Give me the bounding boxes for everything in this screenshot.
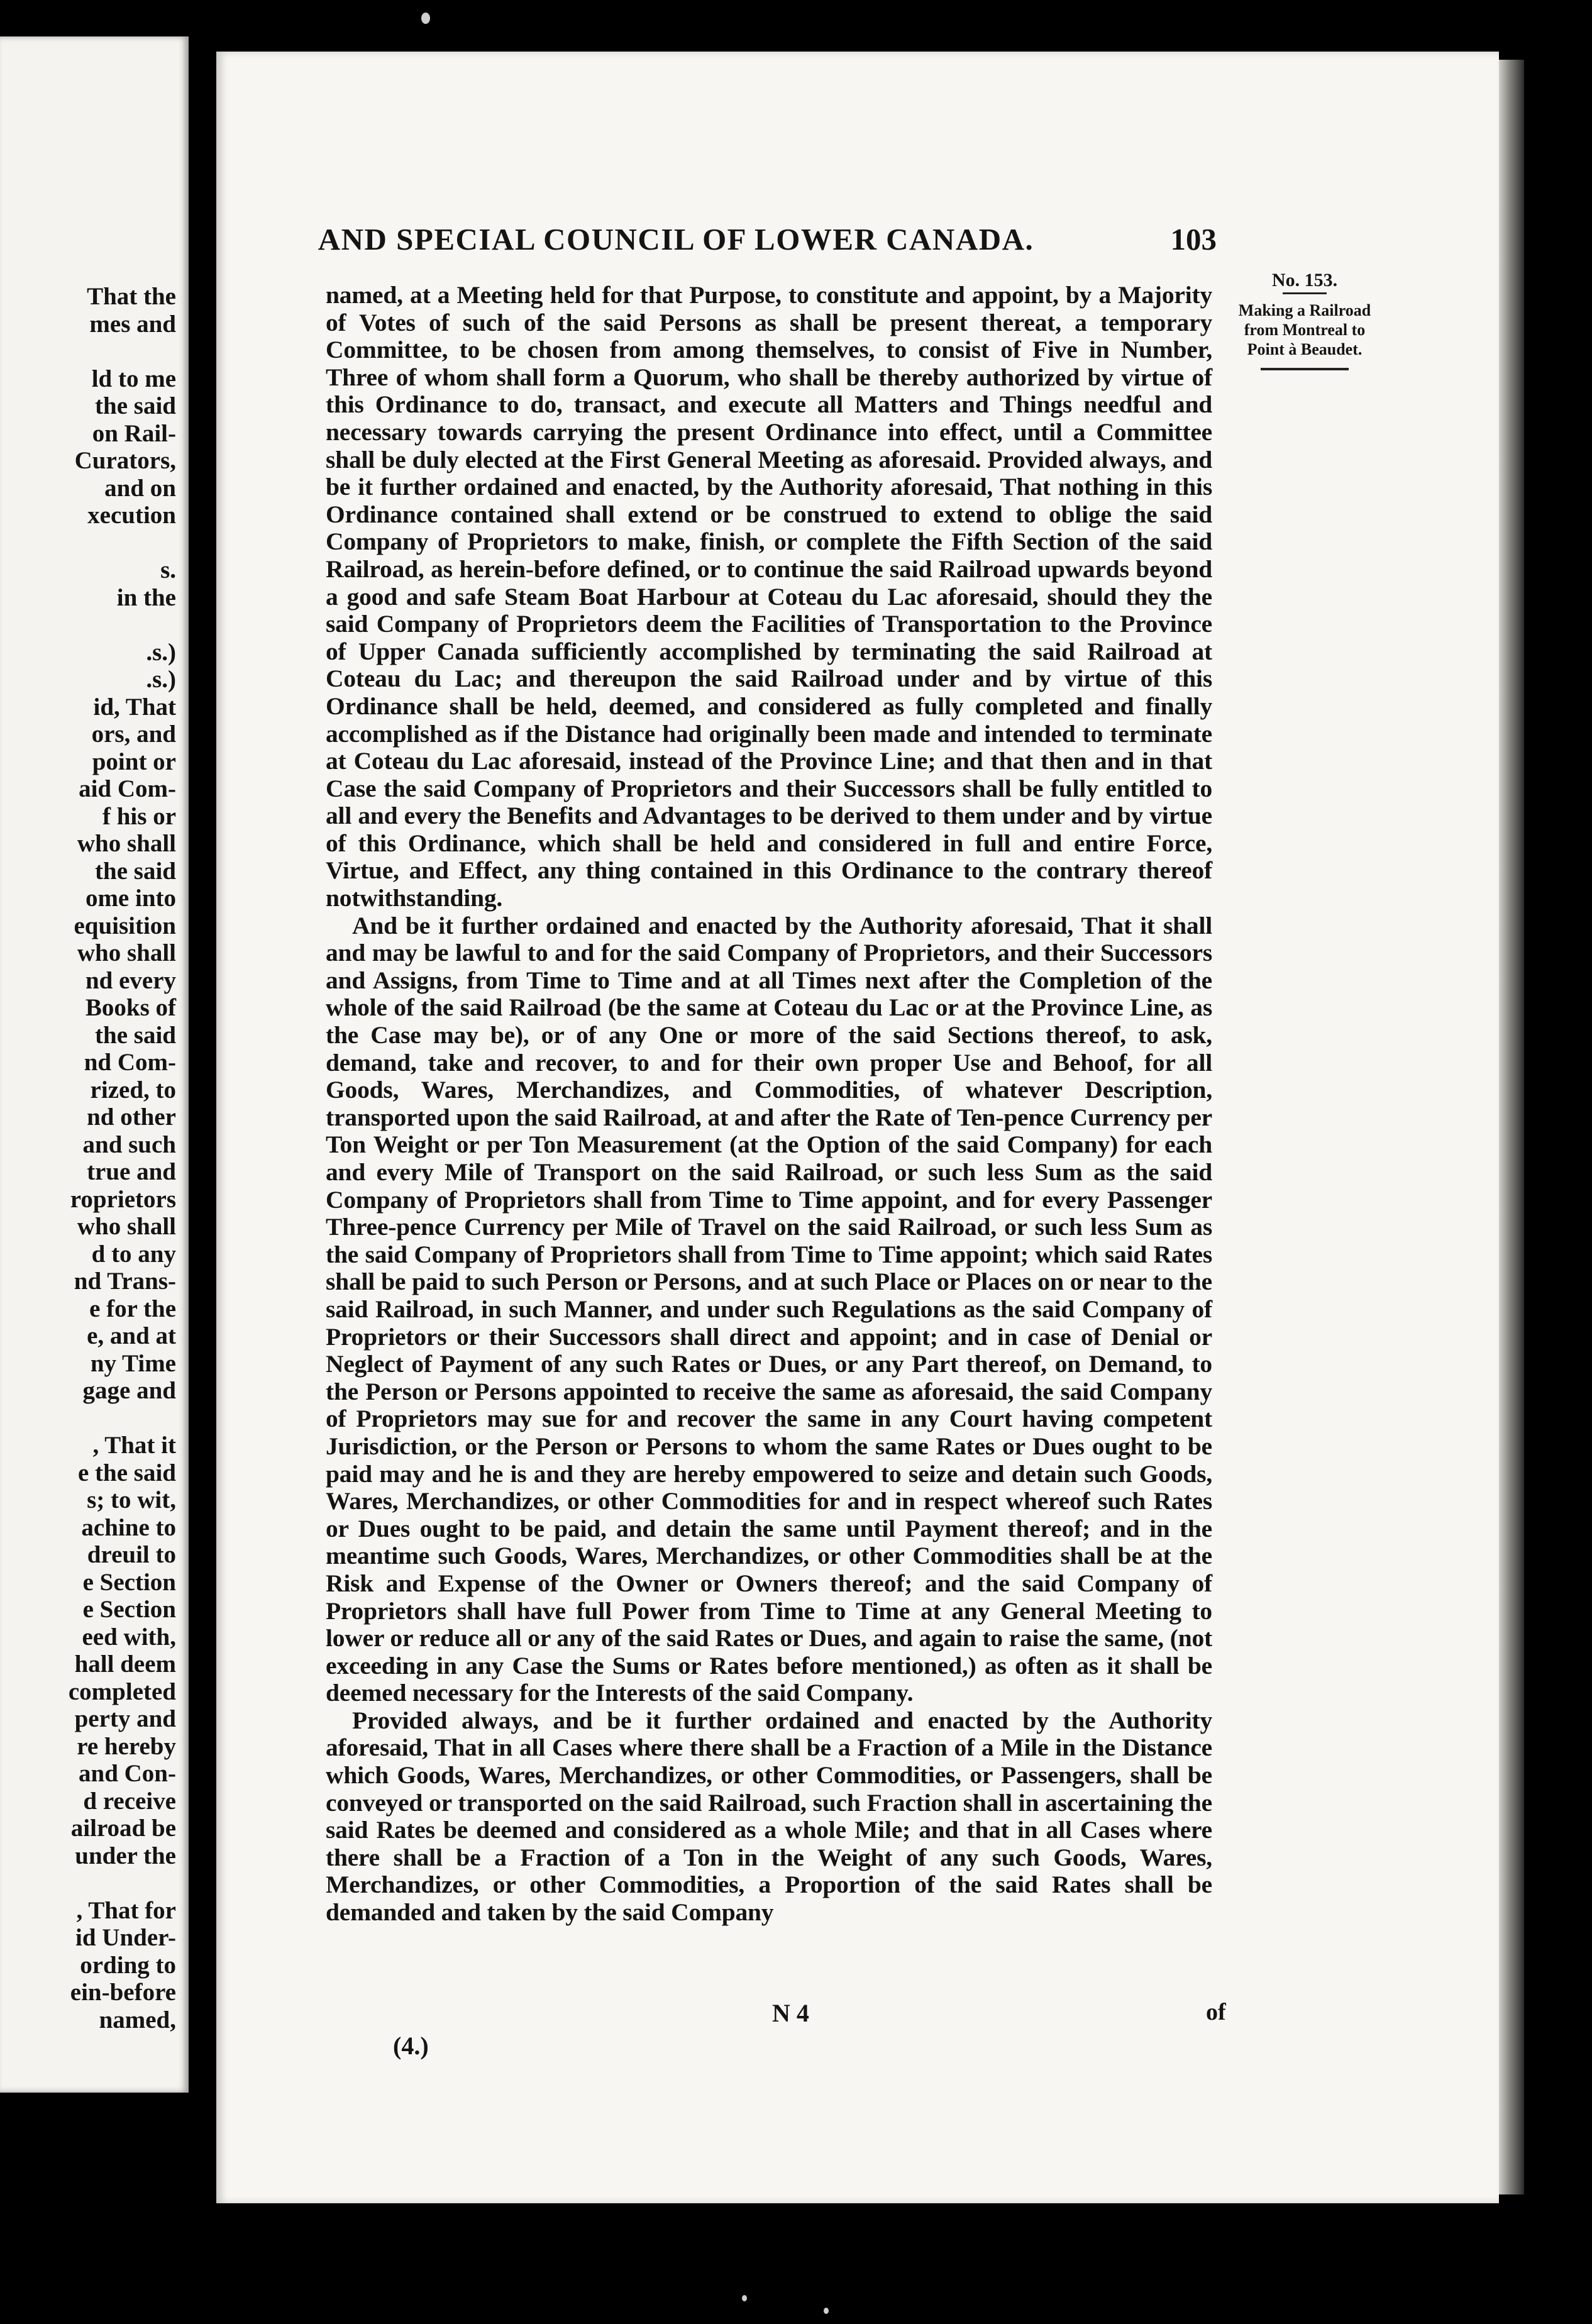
facing-page-line: , That it (92, 1432, 176, 1459)
scan-speck (742, 2295, 747, 2301)
facing-page-line: point or (92, 748, 176, 775)
facing-page-line: ailroad be (70, 1815, 176, 1842)
body-text (326, 282, 1212, 1927)
marginal-note-line: Point à Beaudet. (1247, 340, 1363, 358)
facing-page-line: , That for (76, 1896, 176, 1924)
facing-page-line: nd Trans- (74, 1268, 176, 1295)
facing-page-line: on Rail- (92, 419, 176, 447)
facing-page-line: e, and at (87, 1322, 176, 1349)
scan-speck (824, 2308, 829, 2314)
facing-page-line (6, 529, 176, 557)
facing-page-line: That the (87, 283, 176, 310)
facing-page-line: equisition (74, 912, 176, 939)
facing-page-line: id Under- (75, 1924, 176, 1951)
signature-mark: (4.) (393, 2032, 429, 2060)
facing-page-line: e Section (82, 1568, 176, 1596)
running-head: AND SPECIAL COUNCIL OF LOWER CANADA. (318, 222, 1034, 257)
facing-page-line: e the said (78, 1459, 176, 1486)
facing-page-line: eed with, (82, 1623, 176, 1651)
paragraph: And be it further ordained and enacted by the Authority aforesaid, That it shall and may be lawful to and for the said Company of Proprietors, and their Successors and Assigns, from Time to Time and at all Times next after the Completion of the whole of the said Railroad (be the same at Coteau du Lac or at the Province Line, as the Case may be), or of any One or more of the said Sections thereof, to ask, demand, take and recover, to and for their own proper Use and Behoof, for all Goods, Wares, Merchandizes, and Commodities, of whatever Description, transported upon the said Railroad, at and after the Rate of Ten-pence Currency per Ton Weight or per Ton Measurement (at the Option of the said Company) for each and every Mile of Transport on the said Railroad, or such less Sum as the said Company of Proprietors shall from Time to Time appoint, and for every Passenger Three-pence Currency per Mile of Travel on the said Railroad, or such less Sum as the said Company of Proprietors shall from Time to Time appoint; which said Rates shall be paid to such Person or Persons, and at such Place or Places on or near to the said Railroad, in such Manner, and under such Regulations as the said Company of Proprietors or their Successors shall direct and appoint; and in case of Denial or Neglect of Payment of any such Rates or Dues, or any Part thereof, on Demand, to the Person or Persons appointed to receive the same as aforesaid, the said Company of Proprietors may sue for and recover the same in any Court having competent Jurisdiction, or the Person or Persons to whom the same Rates or Dues ought to be paid may and he is and they are hereby empowered to seize and detain such Goods, Wares, Merchandizes, or other Commodities for and in respect whereof such Rates or Dues ought to be paid, and detain the same until Payment thereof; and in the meantime such Goods, Wares, Merchandizes, or other Commodities shall be at the Risk and Expense of the Owner or Owners thereof; and the said Company of Proprietors shall have full Power from Time to Time at any General Meeting to lower or reduce all or any of the said Rates or Dues, and again to raise the same, (not exceeding in any Case the Sums or Rates before mentioned,) as often as it shall be deemed necessary for the Interests of the said Company. (326, 911, 1212, 1707)
facing-page-line: and on (104, 474, 176, 502)
facing-page-line: e Section (82, 1596, 176, 1623)
facing-page-line: re hereby (77, 1732, 176, 1760)
facing-page-line: in the (116, 584, 176, 611)
facing-page-line: s; to wit, (87, 1486, 176, 1513)
facing-page-line (6, 338, 176, 365)
paragraph: named, at a Meeting held for that Purpose, to constitute and appoint, by a Majority of Votes of such of the said Persons as shall be present thereat, a temporary Committee, to be chosen from among themselves, to consist of Five in Number, Three of whom shall form a Quorum, who shall be thereby authorized by virtue of this Ordinance to do, transact, and execute all Matters and Things needful and necessary towards carrying the present Ordinance into effect, until a Committee shall be duly elected at the First General Meeting as aforesaid. Provided always, and be it further ordained and enacted, by the Authority aforesaid, That nothing in this Ordinance contained shall extend or be construed to extend to oblige the said Company of Proprietors to make, finish, or complete the Fifth Section of the said Railroad, as herein-before defined, or to continue the said Railroad upwards beyond a good and safe Steam Boat Harbour at Coteau du Lac aforesaid, should they the said Company of Proprietors deem the Facilities of Transportation to the Province of Upper Canada sufficiently accomplished by terminating the said Railroad at Coteau du Lac; and thereupon the said Railroad under and by virtue of this Ordinance shall be held, deemed, and considered as fully completed and finally accomplished as if the Distance had originally been made and intended to terminate at Coteau du Lac aforesaid, instead of the Province Line; and that then and in that Case the said Company of Proprietors and their Successors shall be fully entitled to all and every the Benefits and Advantages to be derived to them under and by virtue of this Ordinance, which shall be held and considered in full and entire Force, Virtue, and Effect, any thing contained in this Ordinance to the contrary thereof notwithstanding. (326, 281, 1212, 912)
facing-page-line: Curators, (74, 447, 176, 474)
sheet-mark: N 4 (772, 1999, 809, 2027)
facing-page-line: d receive (83, 1787, 176, 1815)
page-edge (1499, 60, 1524, 2194)
facing-page-line: ome into (85, 885, 176, 912)
marginal-note-line: Making a Railroad (1238, 301, 1371, 319)
facing-page-line (6, 1869, 176, 1897)
facing-page-line: achine to (81, 1513, 176, 1541)
facing-page-line: roprietors (70, 1185, 176, 1213)
marginal-note-line: from Montreal to (1244, 321, 1366, 339)
facing-page-line: who shall (77, 830, 176, 857)
facing-page-line: ording to (80, 1951, 176, 1979)
ordinance-number: No. 153. (1271, 270, 1338, 290)
paragraph: Provided always, and be it further ordained and enacted by the Authority aforesaid, That in all Cases where there shall be a Fraction of a Mile in the Distance which Goods, Wares, Merchandizes, or other Commodities, or Passengers, shall be conveyed or transported on the said Railroad, such Fraction shall in ascertaining the said Rates be deemed and considered as a whole Mile; and that in all Cases where there shall be a Fraction of a Ton in the Weight of any such Goods, Wares, Merchandizes, or other Commodities, a Proportion of the said Rates shall be demanded and taken by the said Company (326, 1706, 1212, 1927)
facing-page-line: true and (87, 1158, 176, 1185)
scan-speck (421, 13, 430, 24)
page-header (211, 221, 1229, 265)
facing-page-line: nd Com- (84, 1049, 176, 1076)
facing-page-line: s. (160, 556, 176, 584)
facing-page-line: perty and (74, 1705, 176, 1732)
facing-page-line: who shall (77, 939, 176, 966)
facing-page-line: aid Com- (79, 775, 176, 802)
facing-page (0, 36, 189, 2093)
facing-page-line: completed (68, 1678, 176, 1705)
facing-page-line: ein-before (70, 1979, 176, 2006)
facing-page-line: nd every (85, 966, 176, 994)
page-number: 103 (1170, 222, 1217, 257)
facing-page-line: ny Time (90, 1349, 176, 1377)
facing-page-line: id, That (93, 693, 176, 721)
catchword: of (1206, 1999, 1226, 2025)
facing-page-line: .s.) (146, 666, 176, 693)
facing-page-line: named, (99, 2006, 176, 2034)
facing-page-line: who shall (77, 1213, 176, 1240)
facing-page-line: the said (95, 392, 176, 419)
facing-page-line: dreuil to (87, 1541, 176, 1568)
facing-page-text (6, 283, 176, 2034)
facing-page-line: .s.) (146, 638, 176, 666)
facing-page-line: d to any (91, 1240, 176, 1268)
facing-page-line: nd other (87, 1104, 176, 1131)
facing-page-line: f his or (102, 802, 176, 830)
facing-page-line: hall deem (74, 1651, 176, 1678)
facing-page-line (6, 1405, 176, 1432)
facing-page-line: rized, to (90, 1076, 176, 1104)
facing-page-line: e for the (89, 1295, 176, 1322)
marginal-note (1223, 270, 1386, 370)
facing-page-line: and such (82, 1131, 176, 1158)
facing-page-line: ld to me (91, 365, 176, 392)
facing-page-line: Books of (85, 994, 176, 1021)
divider (1283, 292, 1327, 294)
facing-page-line: the said (95, 1021, 176, 1049)
facing-page-line: the said (95, 857, 176, 885)
facing-page-line: under the (75, 1842, 176, 1869)
facing-page-line: ors, and (91, 721, 176, 748)
divider (1261, 368, 1349, 370)
facing-page-line: and Con- (79, 1760, 176, 1787)
facing-page-line (6, 611, 176, 639)
facing-page-line: mes and (89, 310, 176, 338)
facing-page-line: gage and (82, 1377, 176, 1404)
facing-page-line: xecution (87, 502, 176, 529)
